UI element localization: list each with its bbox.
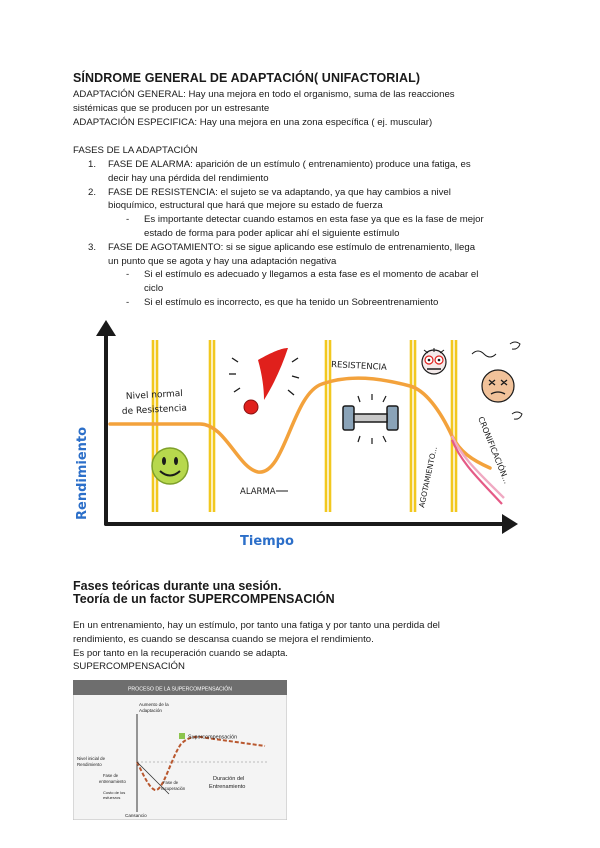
exhausted-face-icon xyxy=(472,342,522,419)
session-heading-line1: Fases teóricas durante una sesión. xyxy=(73,579,282,593)
smiley-face-icon xyxy=(152,448,188,484)
subitem-line1: Si el estímulo es adecuado y llegamos a esta fase es el momento de acabar el xyxy=(144,269,479,281)
general-adaptation-line2: sistémicas que se producen por un estresante xyxy=(73,102,270,114)
training-phase-label-line1: Fase de xyxy=(103,773,119,778)
figure-y-axis-label-line1: Aumento de la xyxy=(139,702,169,707)
y-arrow-icon xyxy=(96,320,116,336)
x-arrow-icon xyxy=(502,514,518,534)
exclamation-icon xyxy=(229,348,299,414)
exhaustion-label: AGOTAMIENTO... xyxy=(417,445,439,509)
phase-text-line2: bioquímico, estructural que hará que mejore su estado de fuerza xyxy=(108,200,383,212)
normal-level-label-line1: Nivel normal xyxy=(125,389,184,402)
phase-text-line1: FASE DE AGOTAMIENTO: si se sigue aplicando ese estímulo de entrenamiento, llega xyxy=(108,241,476,253)
figure-bottom-label: Cansancio xyxy=(125,813,147,818)
adaptation-diagram xyxy=(60,318,530,550)
phases-list xyxy=(88,158,528,310)
session-text-line3: Es por tanto en la recuperación cuando se adapta. xyxy=(73,647,288,659)
session-text-line2: rendimiento, es cuando se descansa cuando se mejora el rendimiento. xyxy=(73,633,374,645)
supercompensation-figure xyxy=(73,680,287,820)
phase-item-resistance xyxy=(88,186,528,214)
fatigue-label-line1: Costo de los xyxy=(103,790,126,795)
chronification-label: CRONIFICACIÓN... xyxy=(476,415,512,486)
fatigue-label-line2: esfuerzos xyxy=(103,795,121,800)
initial-level-label-line1: Nivel inicial de xyxy=(77,756,106,761)
page-title: SÍNDROME GENERAL DE ADAPTACIÓN( UNIFACTORIAL) xyxy=(73,71,421,85)
bullet-dash: - xyxy=(126,214,130,226)
phase-item-exhaustion xyxy=(88,241,528,269)
legend-label: Supercompensación xyxy=(188,734,238,741)
session-heading-line2: Teoría de un factor SUPERCOMPENSACIÓN xyxy=(73,592,335,606)
phase-text-line1: FASE DE RESISTENCIA: el sujeto se va adaptando, ya que hay cambios a nivel xyxy=(108,186,451,198)
figure-y-axis-label-line2: Adaptación xyxy=(139,708,162,713)
training-phase-label-line2: entrenamiento xyxy=(99,779,126,784)
duration-label-line2: Entrenamiento xyxy=(209,784,246,790)
bullet-dash: - xyxy=(126,269,130,281)
phase-text-line2: un punto que se agota y hay una adaptación negativa xyxy=(108,255,337,267)
phase-dividers xyxy=(153,340,456,512)
phase-subitem xyxy=(88,213,528,241)
recovery-phase-label-line1: Fase de xyxy=(163,780,179,785)
resistance-label: RESISTENCIA xyxy=(330,360,388,373)
phase-number: 2. xyxy=(88,186,97,198)
intro-block xyxy=(73,88,533,129)
bullet-dash: - xyxy=(126,296,130,308)
stressed-face-icon xyxy=(422,348,446,374)
phase-item-alarm xyxy=(88,158,528,186)
normal-level-label-line2: de Resistencia xyxy=(121,403,188,417)
subitem-line1: Es importante detectar cuando estamos en esta fase ya que es la fase de mejor xyxy=(144,214,484,226)
initial-level-label-line2: Rendimiento xyxy=(77,762,102,767)
phase-number: 3. xyxy=(88,241,97,253)
phase-subitem xyxy=(88,268,528,296)
phase-number: 1. xyxy=(88,159,97,170)
subitem-line2: ciclo xyxy=(144,283,164,295)
specific-adaptation: ADAPTACIÓN ESPECIFICA: Hay una mejora en una zona específica ( ej. muscular) xyxy=(73,116,433,128)
figure-header: PROCESO DE LA SUPERCOMPENSACIÓN xyxy=(127,686,233,693)
recovery-phase-label-line2: recuperación xyxy=(161,786,186,791)
subitem-line2: estado de forma para poder aplicar ahí el siguiente estímulo xyxy=(144,227,400,239)
supercompensation-label: SUPERCOMPENSACIÓN xyxy=(73,661,185,673)
dumbbell-icon xyxy=(343,394,398,444)
alarm-label: ALARMA xyxy=(240,487,276,497)
phase-subitem xyxy=(88,296,528,310)
session-text-line1: En un entrenamiento, hay un estímulo, por tanto una fatiga y por tanto una perdida del xyxy=(73,620,440,631)
duration-label-line1: Duración del xyxy=(213,776,245,782)
phases-heading: FASES DE LA ADAPTACIÓN xyxy=(73,145,198,156)
general-adaptation-line1: ADAPTACIÓN GENERAL: Hay una mejora en todo el organismo, suma de las reacciones xyxy=(73,89,455,100)
y-axis-label: Rendimiento xyxy=(75,426,90,520)
x-axis-label: Tiempo xyxy=(240,534,294,549)
legend-marker-icon xyxy=(179,733,185,739)
phase-text-line1: FASE DE ALARMA: aparición de un estímulo ( entrenamiento) produce una fatiga, es xyxy=(108,159,471,170)
subitem-line1: Si el estímulo es incorrecto, es que ha tenido un Sobreentrenamiento xyxy=(144,296,439,308)
session-text xyxy=(73,619,543,674)
phase-text-line2: decir hay una pérdida del rendimiento xyxy=(108,172,269,184)
